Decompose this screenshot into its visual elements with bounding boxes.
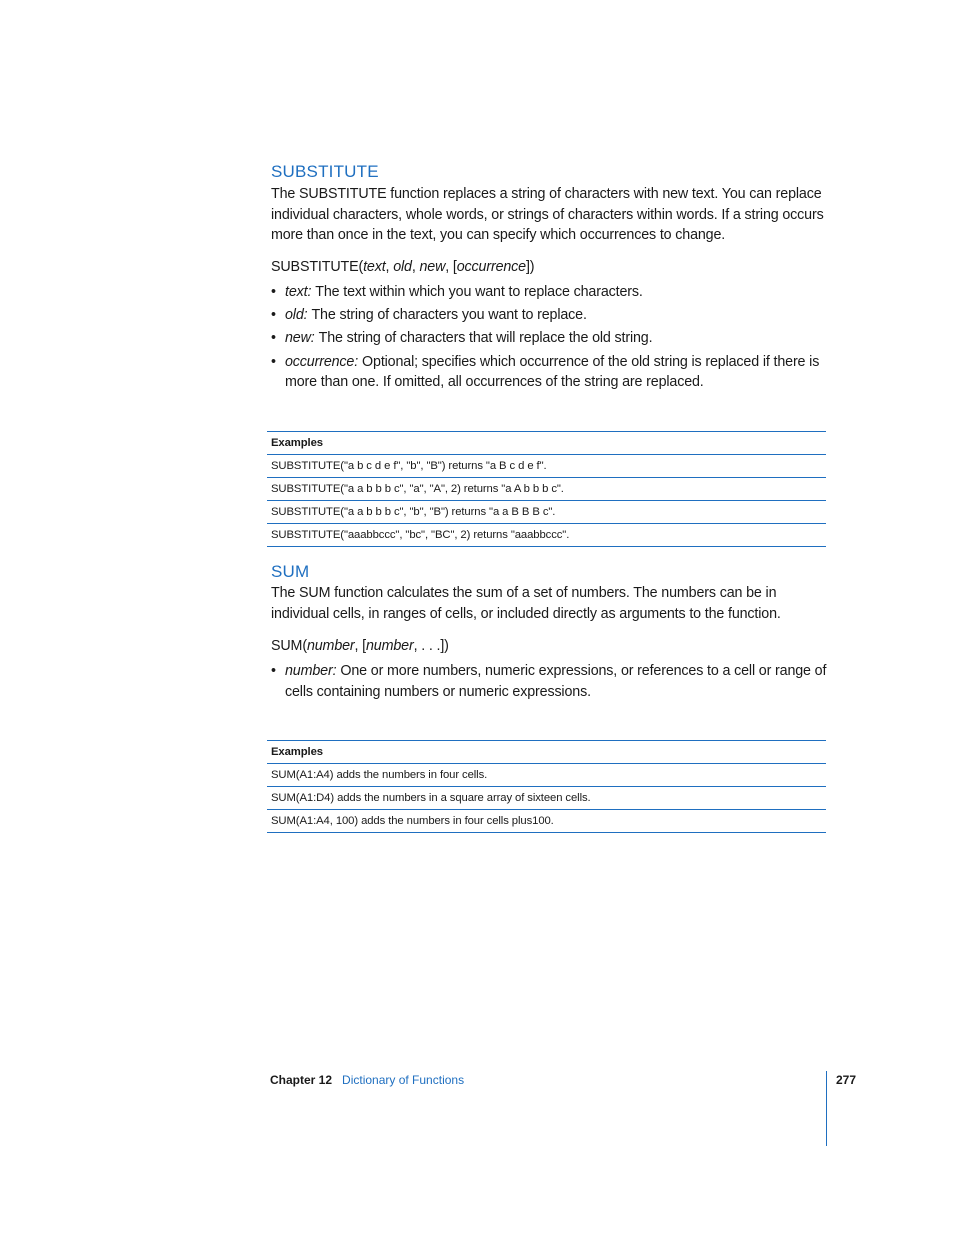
argument-term: old: [285,307,308,323]
argument-description: Optional; specifies which occurrence of the old string is replaced if there is more than one. If omitted, all occurrences of the string are replaced. [285,353,820,390]
table-row [267,501,826,524]
argument-item [271,328,827,349]
argument-term: occurrence: [285,353,359,370]
example-cell: SUM(A1:A4) adds the numbers in four cells. [267,764,826,787]
table-row [267,764,826,787]
syntax-punct: , [ [354,638,366,654]
syntax-punct: , [411,259,420,275]
substitute-syntax [271,257,534,277]
sum-description: The SUM function calculates the sum of a set of numbers. The numbers can be in individual cells, in ranges of cells, or included directly as arguments to the function. [271,585,781,622]
syntax-punct: , [ [445,259,457,275]
syntax-punct: ( [302,638,307,654]
examples-header: Examples [267,432,826,455]
table-row [267,478,826,501]
syntax-arg: old [393,259,412,275]
sum-heading: SUM [271,562,310,581]
example-cell: SUM(A1:A4, 100) adds the numbers in four cells plus100. [267,810,826,833]
syntax-arg: new [419,259,446,275]
argument-item [271,282,827,303]
argument-description: The string of characters that will replace the old string. [318,330,653,346]
table-row [267,455,826,478]
example-cell: SUBSTITUTE("a a b b b c", "b", "B") returns "a a B B B c". [267,501,826,524]
table-header-row [267,741,826,764]
footer-divider [826,1071,827,1146]
substitute-heading: SUBSTITUTE [271,162,379,181]
example-cell: SUBSTITUTE("aaabbccc", "bc", "BC", 2) returns "aaabbccc". [267,524,826,547]
table-row [267,787,826,810]
argument-item [271,305,827,326]
chapter-title: Dictionary of Functions [342,1073,465,1087]
argument-description: One or more numbers, numeric expressions, or references to a cell or range of cells containing numbers or numeric expressions. [285,663,827,700]
syntax-punct: , . . .]) [413,638,449,654]
argument-term: new: [285,330,315,346]
syntax-arg: occurrence [456,259,526,275]
syntax-arg: number [366,638,414,654]
sum-syntax [271,636,449,656]
syntax-arg: text [363,259,386,275]
page-number: 277 [836,1073,857,1087]
syntax-function-name: SUM [271,638,303,654]
argument-item [271,352,827,393]
chapter-label: Chapter 12 [270,1073,333,1087]
example-cell: SUBSTITUTE("a b c d e f", "b", "B") returns "a B c d e f". [267,455,826,478]
argument-term: number: [285,663,337,679]
example-cell: SUBSTITUTE("a a b b b c", "a", "A", 2) returns "a A b b b c". [267,478,826,501]
syntax-punct: ]) [525,259,535,275]
substitute-description: The SUBSTITUTE function replaces a string of characters with new text. You can replace individual characters, whole words, or strings of characters within words. If a string occurs more than once in the text, you can specify which occurrences to change. [271,186,824,243]
table-row [267,524,826,547]
table-header-row [267,432,826,455]
argument-term: text: [285,284,312,300]
substitute-argument-list [271,282,827,393]
syntax-punct: , [385,259,394,275]
syntax-function-name: SUBSTITUTE [271,259,359,275]
page-footer [270,1073,464,1087]
syntax-arg: number [306,638,355,654]
sum-examples-table [267,740,826,833]
sum-argument-list [271,661,827,702]
argument-item [271,661,827,702]
table-row [267,810,826,833]
substitute-examples-table [267,431,826,547]
argument-description: The string of characters you want to replace. [311,307,587,323]
examples-header: Examples [267,741,826,764]
syntax-punct: ( [358,259,364,275]
argument-description: The text within which you want to replace characters. [315,284,643,300]
example-cell: SUM(A1:D4) adds the numbers in a square array of sixteen cells. [267,787,826,810]
